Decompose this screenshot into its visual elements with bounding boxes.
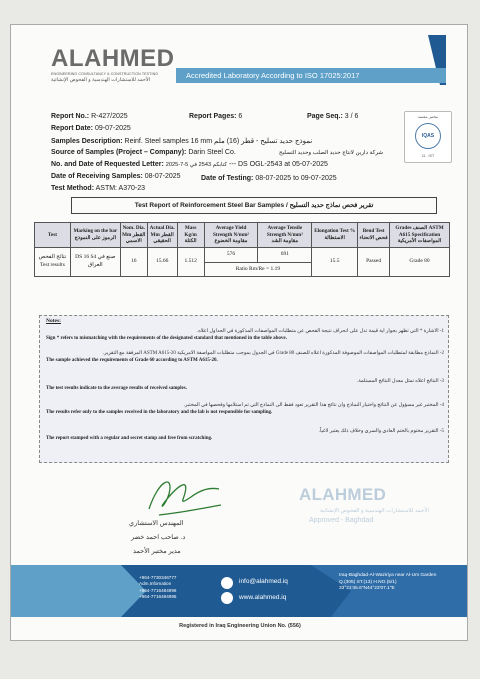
address-line-1: Iraq-Baghdad-Al-Waziriya near Al-Um Garden bbox=[339, 573, 437, 578]
union-registration: Registered in Iraq Engineering Union No. (556) bbox=[179, 623, 301, 629]
phone-3: +964-7716484995 bbox=[139, 594, 177, 600]
footer-email[interactable]: info@alahmed.iq bbox=[239, 578, 288, 585]
col-actual-dia: Actual Dia. Mm القطر الحقيقي bbox=[147, 223, 177, 248]
note-number: 4- bbox=[439, 403, 444, 408]
test-method-label: Test Method: bbox=[51, 185, 95, 192]
report-no-label: Report No.: bbox=[51, 113, 90, 120]
notes-panel bbox=[39, 315, 449, 463]
cell-mass: 1.512 bbox=[177, 247, 204, 276]
note-arabic-text: النتائج اعلاه تمثل معدل النتائج المستلمة. bbox=[357, 379, 439, 384]
report-pages-value: 6 bbox=[238, 113, 243, 120]
signatory-name: د. صاحب احمد خضر bbox=[131, 534, 186, 541]
testing-date bbox=[201, 175, 337, 182]
col-yield: Average Yield Strength N/mm² مقاومة الخضوع bbox=[204, 223, 258, 248]
cell-tensile: 691 bbox=[258, 247, 312, 262]
report-page bbox=[10, 24, 468, 641]
sample-source-arabic: شركة دارين لانتاج حديد الصلب وحديد التسليح bbox=[279, 150, 384, 156]
notes-title: Notes: bbox=[46, 318, 61, 324]
logo-subtitle: ENGINEERING CONSULTANCY & CONSTRUCTION TESTING bbox=[51, 72, 159, 76]
stamp-footer: 11 . IST bbox=[421, 154, 435, 158]
logo-arabic: الأحمد للاستشارات الهندسية و الفحوص الإنشائية bbox=[51, 77, 151, 83]
note-number: 5- bbox=[439, 429, 444, 434]
receiving-date-value: 08-07-2025 bbox=[144, 173, 181, 180]
note-item-5 bbox=[46, 428, 444, 443]
note-arabic-text: النماذج مطابقة لمتطلبات المواصفات الموصوفة المذكورة اعلاه للصنف Grade 80 في الجدول بموجب متطلبات المواصفة الامريكية ASTM A615-20 المرفقة مع التقرير. bbox=[102, 351, 439, 356]
note-arabic bbox=[46, 350, 444, 357]
sample-source-label: Source of Samples (Project – Company): bbox=[51, 149, 187, 156]
samples-description-label: Samples Description: bbox=[51, 138, 123, 145]
phone-list bbox=[139, 575, 176, 601]
requested-letter-arabic: كتابكم 2543 في 5-7-2025 bbox=[165, 162, 228, 168]
requested-letter: No. and Date of Requested Letter: كتابكم 2543 في 5-7-2025 --- DS OGL-2543 at 05-07-2025 bbox=[51, 161, 328, 168]
phone-admin-label: Adm.Infomation bbox=[139, 581, 172, 587]
table-header-row bbox=[35, 223, 450, 248]
signature-icon bbox=[139, 469, 229, 521]
note-number: 1- bbox=[439, 329, 444, 334]
stamp-label: مختبر معتمد bbox=[417, 114, 439, 119]
cell-yield: 576 bbox=[204, 247, 258, 262]
cell-marking: DS 16 S4 صنع في العراق bbox=[70, 247, 120, 276]
cell-elongation: 15.5 bbox=[312, 247, 358, 276]
page-seq-value: 3 / 6 bbox=[344, 113, 359, 120]
signatory-title: مدير مختبر الأحمد bbox=[133, 548, 181, 555]
accreditation-stamp bbox=[404, 111, 452, 163]
receiving-date-label: Date of Receiving Samples: bbox=[51, 173, 143, 180]
col-marking: Marking on the bar الرموز على النموذج bbox=[70, 223, 120, 248]
samples-description bbox=[51, 137, 312, 145]
samples-description-arabic: نموذج حديد تسليح - قطر (16) ملم bbox=[214, 138, 313, 145]
col-grade: Grades الصنف ASTM A615 Specification المواصفات الأمريكية bbox=[390, 223, 450, 248]
approval-stamp bbox=[299, 485, 429, 545]
note-arabic bbox=[46, 378, 444, 385]
note-item-2 bbox=[46, 350, 444, 365]
approval-stamp-text: Approved - Baghdad bbox=[309, 517, 374, 524]
page-seq-label: Page Seq.: bbox=[307, 113, 343, 120]
sample-source bbox=[51, 149, 236, 156]
page-sequence bbox=[307, 113, 358, 120]
note-english: Sign * refers to mismatching with the requirements of the designated standard that mentioned in the table above. bbox=[46, 336, 287, 342]
testing-date-value: 08-07-2025 to 09-07-2025 bbox=[255, 175, 337, 182]
note-arabic bbox=[46, 428, 444, 435]
col-nom-dia: Nom. Dia. Mm القطر الاسمي bbox=[120, 223, 147, 248]
test-method bbox=[51, 185, 145, 192]
report-number bbox=[51, 113, 128, 120]
test-method-value: ASTM: A370-23 bbox=[95, 185, 146, 192]
sample-source-value: Darin Steel Co. bbox=[188, 149, 236, 156]
company-logo bbox=[51, 47, 181, 83]
address-line-2: Q.(305) ST.(13) H.NO.(5/1) bbox=[339, 579, 397, 585]
report-date-label: Report Date: bbox=[51, 125, 94, 132]
col-bend: Bend Test فحص الانحناء bbox=[358, 223, 390, 248]
report-no-value: R-427/2025 bbox=[91, 113, 128, 120]
signatory-role: المهندس الاستشاري bbox=[129, 520, 184, 527]
footer-band bbox=[11, 565, 468, 617]
requested-letter-value: DS OGL-2543 at 05-07-2025 bbox=[237, 161, 328, 168]
cell-test: نتائج الفحص Test results bbox=[35, 247, 71, 276]
note-arabic bbox=[46, 328, 444, 335]
col-elongation: Elongation Test % الاستطالة bbox=[312, 223, 358, 248]
report-pages bbox=[189, 113, 242, 120]
address-coordinates: 33°21'45.6"N44°23'07.1"E bbox=[339, 586, 395, 592]
testing-date-label: Date of Testing: bbox=[201, 175, 254, 182]
col-test: Test bbox=[35, 223, 71, 248]
cell-grade: Grade 80 bbox=[390, 247, 450, 276]
phone-1: +964-7730346777 bbox=[139, 575, 177, 580]
logo-text: ALAHMED bbox=[51, 45, 175, 72]
report-title: Test Report of Reinforcement Steel Bar Samples / تقرير فحص نماذج حديد التسليح bbox=[71, 197, 437, 214]
note-item-3 bbox=[46, 378, 444, 393]
stamp-code: IQAS bbox=[421, 133, 435, 139]
col-tensile: Average Tensile Strength N/mm² مقاومة الشد bbox=[258, 223, 312, 248]
note-item-4 bbox=[46, 402, 444, 417]
approval-stamp-arabic: الأحمد للاستشارات الهندسية و الفحوص الإنشائية bbox=[319, 508, 429, 514]
note-arabic-text: التقرير مختوم بالختم العادي والسري وخلاف ذلك يعتبر لاغياً. bbox=[318, 429, 439, 434]
globe-icon bbox=[221, 592, 233, 604]
cell-bend: Passed bbox=[358, 247, 390, 276]
note-english: The report stamped with a regular and secret stamp and free from scratching. bbox=[46, 436, 213, 442]
note-english: The results refer only to the samples received in the laboratory and the lab is not responsible for sampling. bbox=[46, 410, 273, 416]
note-number: 3- bbox=[439, 379, 444, 384]
results-table bbox=[34, 222, 450, 277]
iqas-seal-icon bbox=[415, 123, 441, 149]
approval-stamp-logo: ALAHMED bbox=[299, 485, 387, 504]
table-row bbox=[35, 247, 450, 262]
note-arabic bbox=[46, 402, 444, 409]
receiving-date bbox=[51, 173, 181, 180]
report-date bbox=[51, 125, 131, 132]
note-arabic-text: الاشارة * التي تظهر بجوار اية قيمة تدل على انحراف نتيجة الفحص عن متطلبات المواصفات المذكورة في الجداول اعلاه. bbox=[196, 329, 439, 334]
cell-nom-dia: 16 bbox=[120, 247, 147, 276]
footer-address bbox=[339, 573, 436, 593]
note-number: 2- bbox=[439, 351, 444, 356]
footer-website[interactable]: www.alahmed.iq bbox=[239, 594, 287, 601]
samples-description-value: Reinf. Steel samples 16 mm bbox=[124, 138, 213, 145]
phone-2: +964-7716484996 bbox=[139, 587, 177, 593]
col-mass: Mass Kg/m الكتلة bbox=[177, 223, 204, 248]
accreditation-banner: Accredited Laboratory According to ISO 17025:2017 bbox=[176, 68, 446, 83]
cell-actual-dia: 15.66 bbox=[147, 247, 177, 276]
note-english: The test results indicate to the average results of received samples. bbox=[46, 386, 187, 392]
report-pages-label: Report Pages: bbox=[189, 113, 237, 120]
report-date-value: 09-07-2025 bbox=[94, 125, 131, 132]
note-item-1 bbox=[46, 328, 444, 343]
cell-ratio: Ratio Rm/Re = 1.19 bbox=[204, 262, 312, 276]
note-arabic-text: المختبر غير مسؤول عن النتائج واختيار النماذج وان نتائج هذا التقرير تعود فقط الى النماذج التي تم استلامها وفحصها في المختبر. bbox=[183, 403, 439, 408]
requested-letter-label: No. and Date of Requested Letter: bbox=[51, 161, 164, 168]
email-icon bbox=[221, 577, 233, 589]
note-english: The sample achieved the requirements of Grade 60 according to ASTM A615-20. bbox=[46, 358, 218, 364]
